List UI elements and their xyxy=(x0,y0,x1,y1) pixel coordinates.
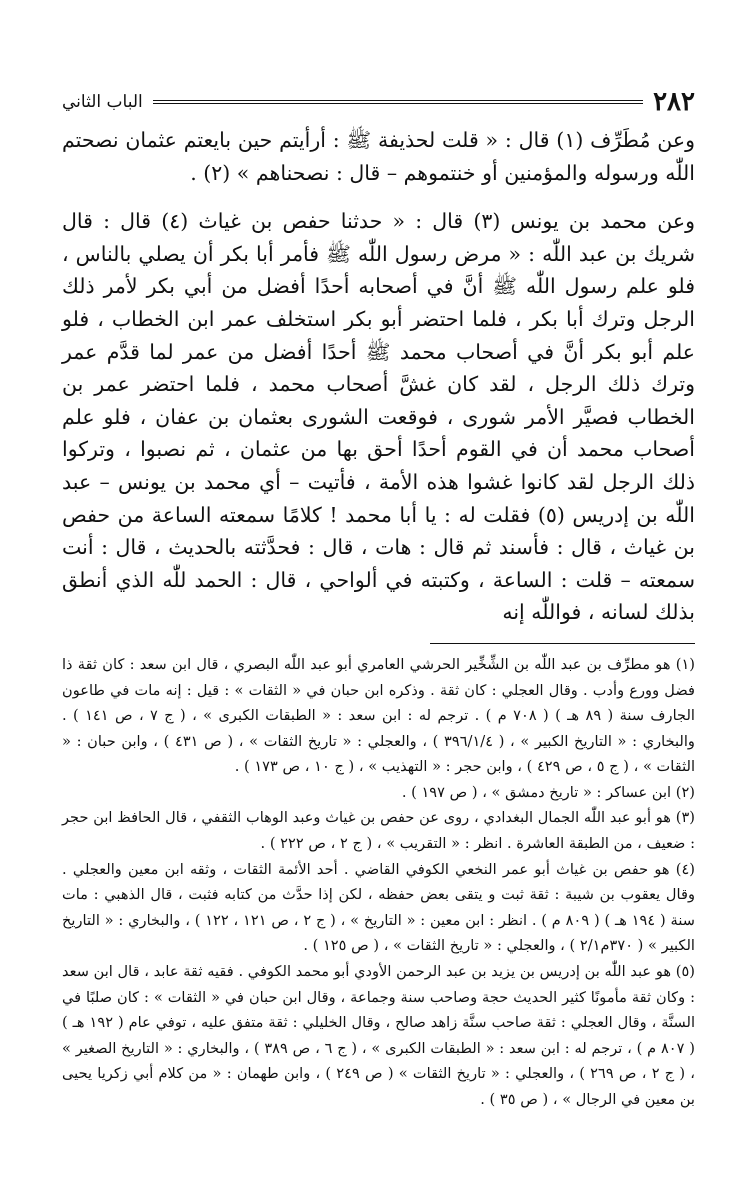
main-text xyxy=(62,124,695,629)
page-number: ٢٨٢ xyxy=(653,87,695,117)
paragraph-1: وعن مُطَرِّف (١) قال : « قلت لحذيفة ﷺ : أرأيتم حين بايعتم عثمان نصحتم اللّٰه ورسوله والمؤمنين أو خنتموهم – قال : نصحناهم » (٢) . xyxy=(62,128,695,185)
footnote-2: (٢) ابن عساكر : « تاريخ دمشق » ، ( ص ١٩٧ ) . xyxy=(401,783,695,801)
footnote-1: (١) هو مطرِّف بن عبد اللّٰه بن الشِّخِّير الحرشي العامري أبو عبد اللّٰه البصري ، قال ابن سعد : كان ثقة ذا فضل وورع وأدب . وقال العجلي : كان ثقة . وذكره ابن حبان في « الثقات » : قيل : إنه مات في طاعون الجارف سنة ( ٨٩ هـ ) ( ٧٠٨ م ) . ترجم له : ابن سعد : « الطبقات الكبرى » ، ( ج ٧ ، ص ١٤١ ) . والبخاري : « التاريخ الكبير » ، ( ٣٩٦/١/٤ ) ، والعجلي : « تاريخ الثقات » ، ( ص ٤٣١ ) ، وابن حبان : « الثقات » ، ( ج ٥ ، ص ٤٢٩ ) ، وابن حجر : « التهذيب » ، ( ج ١٠ ، ص ١٧٣ ) . xyxy=(62,655,695,776)
header-rule xyxy=(153,100,643,104)
page-header xyxy=(62,88,695,116)
footnote-3: (٣) هو أبو عبد اللّٰه الجمال البغدادي ، روى عن حفص بن غياث وعبد الوهاب الثقفي ، قال الحافظ ابن حجر : ضعيف ، من الطبقة العاشرة . انظر : « التقريب » ، ( ج ٢ ، ص ٢٢٢ ) . xyxy=(62,809,695,853)
footnote-4: (٤) هو حفص بن غياث أبو عمر النخعي الكوفي القاضي . أحد الأئمة الثقات ، وثقه ابن معين والعجلي . وقال يعقوب بن شيبة : ثقة ثبت و يتقى بعض حفظه ، لكن إذا حدَّث من كتابه فثبت ، قال الذهبي : مات سنة ( ١٩٤ هـ ) ( ٨٠٩ م ) . انظر : ابن معين : « التاريخ » ، ( ج ٢ ، ص ١٢١ ، ١٢٢ ) ، والبخاري : « التاريخ الكبير » ( ٣٧٠م٢/١ ) ، والعجلي : « تاريخ الثقات » ، ( ص ١٢٥ ) . xyxy=(62,860,695,955)
chapter-title: الباب الثاني xyxy=(62,92,143,112)
footnote-separator xyxy=(430,643,695,644)
footnotes xyxy=(62,652,695,1113)
paragraph-2: وعن محمد بن يونس (٣) قال : « حدثنا حفص بن غياث (٤) قال : قال شريك بن عبد اللّٰه : « مرض رسول اللّٰه ﷺ فأمر أبا بكر أن يصلي بالناس ، فلو علم رسول اللّٰه ﷺ أنَّ في أصحابه أحدًا أفضل من أبي بكر لأمر ذلك الرجل وترك أبا بكر ، فلما احتضر أبو بكر استخلف عمر ابن الخطاب ، فلو علم أبو بكر أنَّ في أصحاب محمد ﷺ أحدًا أفضل من عمر لما قدَّم عمر وترك ذلك الرجل ، لقد كان غشَّ أصحاب محمد ، فلما احتضر عمر بن الخطاب فصيَّر الأمر شورى ، فوقعت الشورى بعثمان بن عفان ، فلو علم أصحاب محمد أن في القوم أحدًا أحق بها من عثمان ، ثم نصبوا ، وتركوا ذلك الرجل لقد كانوا غشوا هذه الأمة ، فأتيت – أي محمد بن يونس – عبد اللّٰه بن إدريس (٥) فقلت له : يا أبا محمد ! كلامًا سمعته الساعة من حفص بن غياث ، قال : فأسند ثم قال : هات ، قال : فحدَّثته بالحديث ، قال : أنت سمعته – قلت : الساعة ، وكتبته في ألواحي ، قال : الحمد للّٰه الذي أنطق بذلك لسانه ، فواللّٰه إنه xyxy=(62,209,695,625)
footnote-5: (٥) هو عبد اللّٰه بن إدريس بن يزيد بن عبد الرحمن الأودي أبو محمد الكوفي . فقيه ثقة عابد ، قال ابن سعد : وكان ثقة مأمونًا كثير الحديث حجة وصاحب سنة وجماعة ، وقال ابن حبان في « الثقات » : كان صلبًا في السنَّة ، وقال العجلي : ثقة صاحب سنَّة زاهد صالح ، وقال الخليلي : ثقة متفق عليه ، توفي عام ( ١٩٢ هـ ) ( ٨٠٧ م ) ، ترجم له : ابن سعد : « الطبقات الكبرى » ، ( ج ٦ ، ص ٣٨٩ ) ، والبخاري : « التاريخ الصغير » ، ( ج ٢ ، ص ٢٦٩ ) ، والعجلي : « تاريخ الثقات » ( ص ٢٤٩ ) ، وابن طهمان : « من كلام أبي زكريا يحيى بن معين في الرجال » ، ( ص ٣٥ ) . xyxy=(62,963,695,1108)
